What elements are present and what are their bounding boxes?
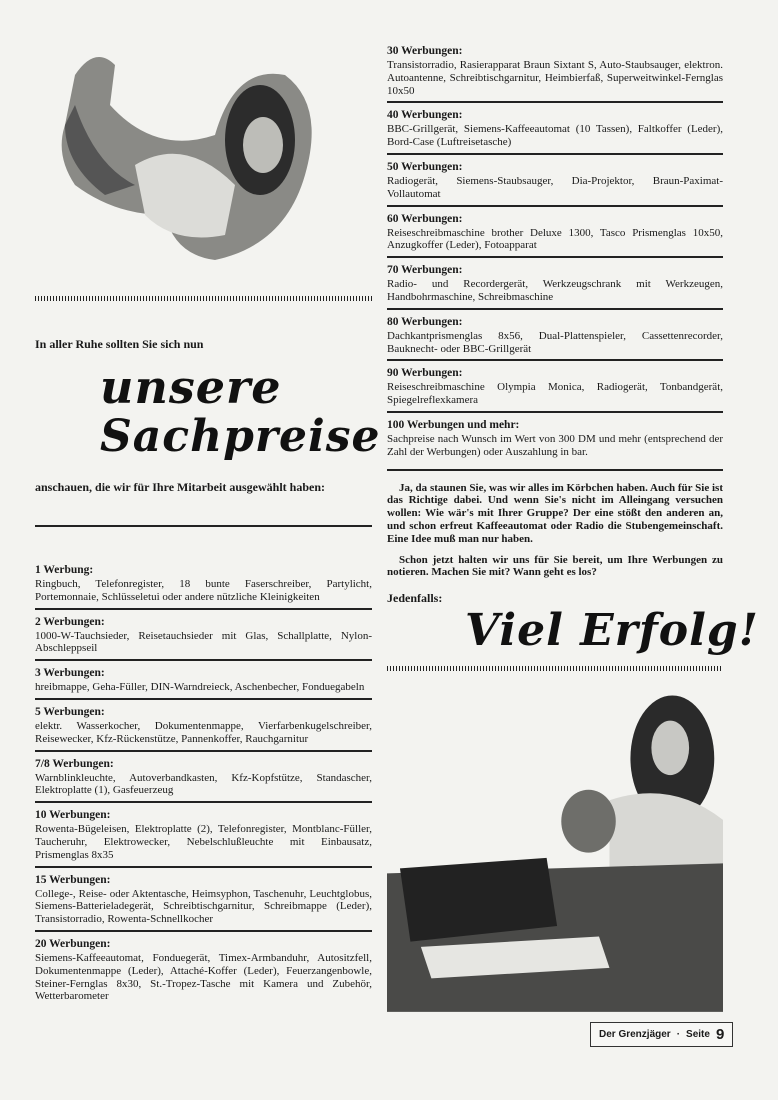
prize-title: 2 Werbungen: — [35, 615, 105, 628]
headline-unsere: unsere — [100, 360, 282, 414]
prize-text: BBC-Grillgerät, Siemens-Kaffeeautomat (10 Tassen), Faltkoffer (Leder), Bord-Case (Luftreisetasche) — [387, 123, 723, 149]
right-column — [387, 42, 759, 1012]
prize-text: hreibmappe, Geha-Füller, DIN-Warndreieck, Aschenbecher, Fonduegabeln — [35, 681, 365, 694]
prize-title: 90 Werbungen: — [387, 367, 463, 380]
prize-item — [387, 106, 723, 155]
prize-text: Radio- und Recordergerät, Werkzeugschrank mit Werkzeugen, Handbohrmaschine, Schreibmaschine — [387, 278, 723, 303]
prize-item — [35, 561, 372, 610]
left-column — [35, 45, 381, 1010]
separator: · — [676, 1029, 681, 1040]
prize-item — [35, 806, 372, 867]
dotted-rule — [387, 666, 723, 671]
dotted-rule — [35, 296, 372, 301]
divider — [35, 525, 372, 527]
prize-text: Ringbuch, Telefonregister, 18 bunte Faserschreiber, Partylicht, Portemonnaie, Schlüsseletui oder andere nützliche Kleinigkeiten — [35, 578, 372, 603]
prize-list-left — [35, 561, 372, 1010]
prize-item — [35, 755, 372, 804]
photo-woman-lying — [35, 45, 372, 270]
paragraph-2: Schon jetzt halten wir uns für Sie bereit, um Ihre Werbungen zu notieren. Machen Sie mit? Wann geht es los? — [387, 553, 723, 579]
prize-item — [35, 871, 372, 932]
prize-text: Siemens-Kaffeeautomat, Fonduegerät, Timex-Armbanduhr, Autositzfell, Dokumentenmappe (Leder), Attaché-Koffer (Leder), Feuerzangenbowle, Steiner-Fernglas 8x30, St.-Tropez-Tasche mit Kamera und Zubehör, Wetterbarometer — [35, 951, 372, 1003]
prize-text: Warnblinkleuchte, Autoverbandkasten, Kfz-Kopfstütze, Standascher, Elektroplatte (1), Gasfeuerzeug — [35, 771, 372, 797]
prize-title: 60 Werbungen: — [387, 212, 463, 225]
prize-item — [387, 364, 723, 413]
closing-text — [387, 482, 723, 588]
prize-text: Reiseschreibmaschine brother Deluxe 1300, Tasco Prismenglas 10x50, Anzugkoffer (Leder), Fotoapparat — [387, 226, 723, 252]
photo-woman-typewriter — [387, 685, 723, 1012]
intro-text: In aller Ruhe sollten Sie sich nun — [35, 337, 204, 351]
prize-title: 70 Werbungen: — [387, 264, 463, 277]
prize-item — [35, 703, 372, 752]
prize-item — [387, 261, 723, 310]
prize-item — [387, 210, 723, 259]
prize-title: 80 Werbungen: — [387, 315, 463, 328]
prize-text: College-, Reise- oder Aktentasche, Heimsyphon, Taschenuhr, Leuchtglobus, Siemens-Batterieladegerät, Schreibtischgarnitur, Schreibmappe (Leder), Transistorradio, Rowenta-Schnellkocher — [35, 887, 372, 926]
prize-text: elektr. Wasserkocher, Dokumentenmappe, Vierfarbenkugelschreiber, Reisewecker, Kfz-Rückenstütze, Pannenkoffer, Rauchgarnitur — [35, 719, 372, 745]
prize-text: Reiseschreibmaschine Olympia Monica, Radiogerät, Tonbandgerät, Spiegelreflexkamera — [387, 381, 723, 407]
page-number: 9 — [715, 1026, 725, 1043]
prize-text: Dachkantprismenglas 8x56, Dual-Plattenspieler, Cassettenrecorder, Bauknecht- oder BBC-Grillgerät — [387, 329, 723, 355]
slogan: Viel Erfolg! — [465, 605, 759, 657]
prize-text: Rowenta-Bügeleisen, Elektroplatte (2), Telefonregister, Montblanc-Füller, Taucheruhr, Elektrowecker, Nebelschlußleuchte mit Einbausatz, Prismenglas 8x35 — [35, 823, 372, 861]
prize-text: Transistorradio, Rasierapparat Braun Sixtant S, Auto-Staubsauger, elektron. Autoantenne, Schreibtischgarnitur, Heimbierfaß, Superweitwinkel-Fernglas 10x50 — [387, 59, 723, 97]
prize-title: 1 Werbung: — [35, 564, 94, 576]
prize-item — [35, 613, 372, 662]
prize-item — [387, 158, 723, 207]
prize-text: Radiogerät, Siemens-Staubsauger, Dia-Projektor, Braun-Paximat-Vollautomat — [387, 174, 723, 200]
prize-title: 5 Werbungen: — [35, 705, 105, 718]
prize-text: Sachpreise nach Wunsch im Wert von 300 DM und mehr (entsprechend der Zahl der Werbungen) oder Auszahlung in bar. — [387, 432, 723, 458]
prize-title: 10 Werbungen: — [35, 809, 111, 822]
prize-title: 20 Werbungen: — [35, 937, 111, 950]
prize-title: 100 Werbungen und mehr: — [387, 418, 520, 431]
publication-name: Der Grenzjäger — [599, 1029, 671, 1040]
prize-item — [387, 416, 723, 471]
prize-title: 40 Werbungen: — [387, 109, 463, 122]
outro-text: anschauen, die wir für Ihre Mitarbeit ausgewählt haben: — [35, 480, 326, 494]
prize-item — [35, 935, 372, 1007]
paragraph-1: Ja, da staunen Sie, was wir alles im Körbchen haben. Auch für Sie ist das Richtige dabei. Und wenn Sie's nicht im Alleingang versuchen wollen: Wie wär's mit Ihrer Gruppe? Der eine stößt den anderen an, und schon erfreut Kaffeeautomat oder Radio die Stubengemeinschaft. Eine Idee muß man nur haben. — [387, 481, 723, 545]
headline-sachpreise: Sachpreise — [100, 411, 381, 462]
prize-item — [387, 42, 723, 103]
prize-item — [35, 664, 372, 700]
prize-title: 50 Werbungen: — [387, 160, 463, 173]
prize-list-right — [387, 42, 723, 474]
page-footer — [590, 1022, 733, 1047]
prize-title: 15 Werbungen: — [35, 873, 111, 886]
lead-text: Jedenfalls: — [387, 591, 443, 606]
prize-title: 7/8 Werbungen: — [35, 757, 114, 770]
prize-title: 30 Werbungen: — [387, 45, 463, 57]
page-label: Seite — [686, 1029, 710, 1040]
prize-text: 1000-W-Tauchsieder, Reisetauchsieder mit Glas, Schallplatte, Nylon-Abschleppseil — [35, 629, 372, 655]
prize-title: 3 Werbungen: — [35, 667, 105, 680]
prize-item — [387, 313, 723, 362]
